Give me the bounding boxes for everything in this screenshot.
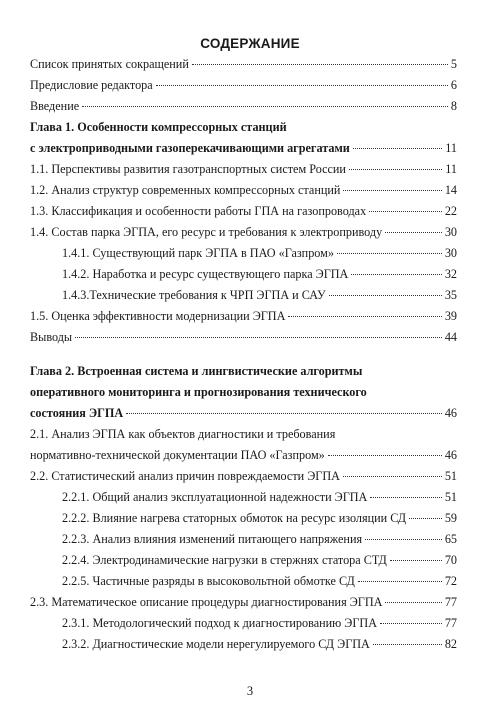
dot-leader [409, 518, 442, 519]
toc-entry-label: нормативно-технической документации ПАО «Газпром» [30, 448, 325, 462]
dot-leader [349, 169, 442, 170]
dot-leader [351, 274, 441, 275]
chapter-heading [0, 117, 500, 138]
toc-entry [0, 592, 500, 613]
toc-entry-label: 1.4. Состав парка ЭГПА, его ресурс и требования к электроприводу [30, 225, 383, 239]
dot-leader [328, 455, 442, 456]
toc-entry-label: 1.3. Классификация и особенности работы ГПА на газопроводах [30, 204, 367, 218]
toc-entry [0, 466, 500, 487]
toc-entry-page: 65 [444, 532, 457, 546]
toc-entry-label: 2.3.1. Методологический подход к диагностированию ЭГПА [62, 616, 377, 630]
toc-entry-page: 39 [444, 309, 457, 323]
toc-entry-label: 1.4.3.Технические требования к ЧРП ЭГПА и САУ [62, 288, 326, 302]
toc-entry-label: 2.2.5. Частичные разряды в высоковольтной обмотке СД [62, 574, 355, 588]
dot-leader [343, 190, 441, 191]
toc-entry-label: 1.2. Анализ структур современных компрессорных станций [30, 183, 341, 197]
toc-entry [0, 222, 500, 243]
toc-entry [0, 327, 500, 348]
chapter-heading [0, 361, 500, 382]
toc-entry-page: 77 [444, 595, 457, 609]
toc-entry [0, 159, 500, 180]
dot-leader [353, 148, 442, 149]
dot-leader [358, 581, 442, 582]
toc-entry [0, 201, 500, 222]
toc-entry-label: 1.4.2. Наработка и ресурс существующего парка ЭГПА [62, 267, 349, 281]
toc-entry [0, 96, 500, 117]
toc-entry-label: Список принятых сокращений [30, 57, 189, 71]
toc-entry-label: оперативного мониторинга и прогнозирования технического [30, 385, 367, 399]
toc-entry-page: 82 [444, 637, 457, 651]
toc-entry-label: 2.2.1. Общий анализ эксплуатационной надежности ЭГПА [62, 490, 368, 504]
toc-entry-label: Выводы [30, 330, 73, 344]
toc-entry-page: 30 [444, 225, 457, 239]
dot-leader [329, 295, 442, 296]
toc-entry-page: 51 [444, 469, 457, 483]
toc-entry-label: 2.2.4. Электродинамические нагрузки в стержнях статора СТД [62, 553, 387, 567]
toc-entry [0, 487, 500, 508]
toc-entry-page: 14 [444, 183, 457, 197]
dot-leader [385, 232, 442, 233]
toc-entry-label: Глава 1. Особенности компрессорных станций [30, 120, 287, 134]
chapter-heading [0, 382, 500, 403]
toc-entry-page: 59 [444, 511, 457, 525]
dot-leader [192, 64, 448, 65]
toc-entry [0, 571, 500, 592]
toc-entry [0, 403, 500, 424]
toc-entry-page: 11 [445, 162, 457, 176]
toc-entry-label: 2.2.3. Анализ влияния изменений питающего напряжения [62, 532, 363, 546]
toc-entry-label: 1.5. Оценка эффективности модернизации ЭГПА [30, 309, 286, 323]
dot-leader [343, 476, 442, 477]
dot-leader [373, 644, 442, 645]
dot-leader [75, 337, 442, 338]
toc-entry [0, 550, 500, 571]
toc-entry-page: 22 [444, 204, 457, 218]
toc-entry-page: 30 [444, 246, 457, 260]
toc-entry-page: 46 [444, 406, 457, 420]
toc-entry-label: Введение [30, 99, 80, 113]
toc-entry [0, 75, 500, 96]
toc-entry-label: 2.3.2. Диагностические модели нерегулируемого СД ЭГПА [62, 637, 370, 651]
toc-entry [0, 634, 500, 655]
toc-entry [0, 529, 500, 550]
toc-entry-page: 5 [450, 57, 457, 71]
toc-entry-page: 70 [444, 553, 457, 567]
toc-entry [0, 508, 500, 529]
toc-entry-page: 46 [444, 448, 457, 462]
toc-entry [0, 138, 500, 159]
toc-entry-label: Предисловие редактора [30, 78, 153, 92]
toc-entry-page: 6 [450, 78, 457, 92]
toc-entry-page: 11 [445, 141, 457, 155]
toc-entry-label: 2.2.2. Влияние нагрева статорных обмоток на ресурс изоляции СД [62, 511, 407, 525]
toc-entry [0, 54, 500, 75]
toc-entry-label: 1.4.1. Существующий парк ЭГПА в ПАО «Газпром» [62, 246, 334, 260]
toc-entry-page: 35 [444, 288, 457, 302]
toc-entry [0, 264, 500, 285]
toc-entry-label: 2.3. Математическое описание процедуры диагностирования ЭГПА [30, 595, 383, 609]
dot-leader [337, 253, 442, 254]
toc-entry [0, 243, 500, 264]
toc-entry [0, 285, 500, 306]
page-number: 3 [246, 684, 254, 698]
dot-leader [156, 85, 448, 86]
dot-leader [288, 316, 441, 317]
toc-entry-page: 32 [444, 267, 457, 281]
dot-leader [385, 602, 441, 603]
dot-leader [370, 497, 441, 498]
toc-entry-page: 8 [450, 99, 457, 113]
dot-leader [369, 211, 442, 212]
toc-entry-label: Глава 2. Встроенная система и лингвистические алгоритмы [30, 364, 363, 378]
toc-heading: СОДЕРЖАНИЕ [200, 36, 300, 51]
toc-entry [0, 180, 500, 201]
toc-entry-label: состояния ЭГПА [30, 406, 124, 420]
dot-leader [126, 413, 442, 414]
toc-entry-label: с электроприводными газоперекачивающими агрегатами [30, 141, 350, 155]
toc-entry [0, 445, 500, 466]
toc-entry-label: 1.1. Перспективы развития газотранспортных систем России [30, 162, 346, 176]
toc-entry-label: 2.1. Анализ ЭГПА как объектов диагностики и требования [30, 427, 336, 441]
toc-entry-page: 72 [444, 574, 457, 588]
toc-entry-label: 2.2. Статистический анализ причин повреждаемости ЭГПА [30, 469, 340, 483]
toc-entry [0, 306, 500, 327]
toc-entry [0, 613, 500, 634]
dot-leader [82, 106, 448, 107]
dot-leader [380, 623, 442, 624]
toc-entry-page: 51 [444, 490, 457, 504]
dot-leader [365, 539, 442, 540]
toc-entry-page: 77 [444, 616, 457, 630]
toc-entry-page: 44 [444, 330, 457, 344]
toc-entry [0, 424, 500, 445]
dot-leader [390, 560, 442, 561]
